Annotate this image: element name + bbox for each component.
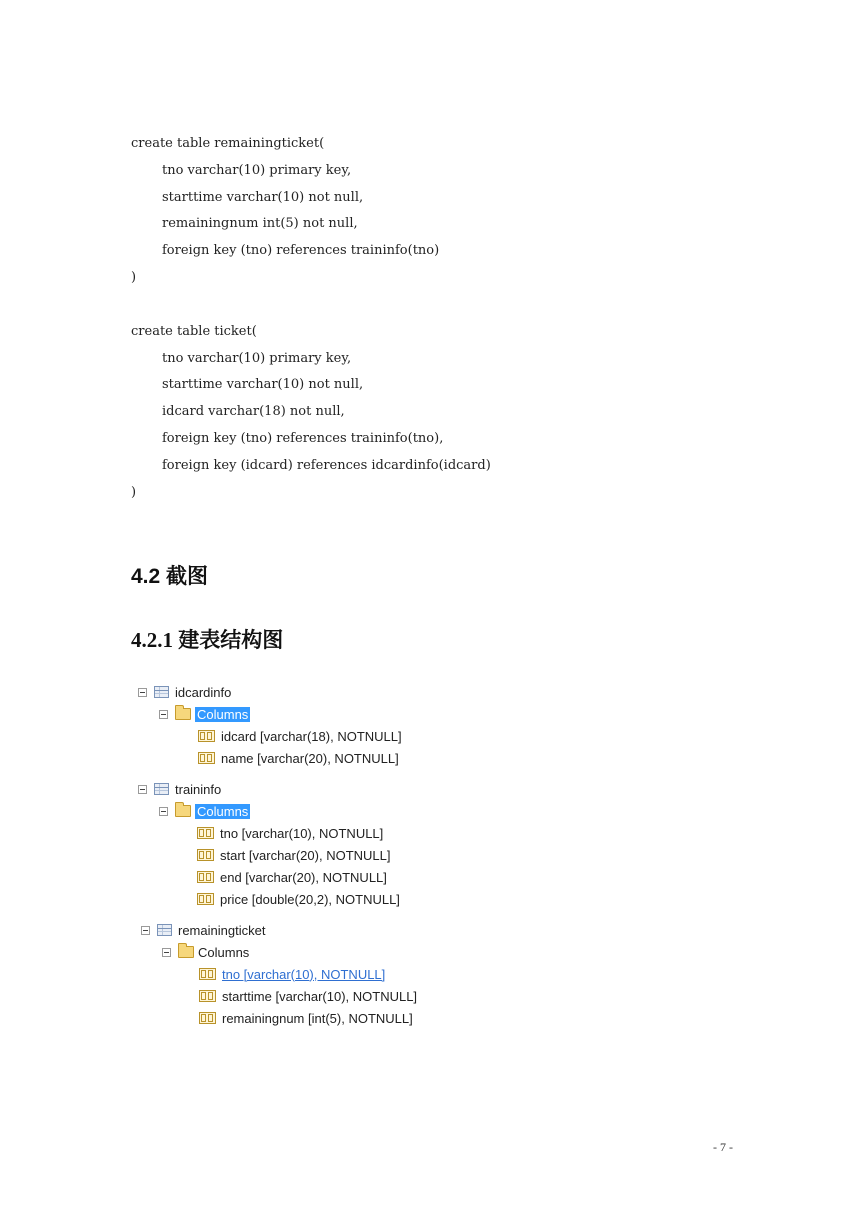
tree-node-column[interactable] — [138, 822, 400, 844]
column-icon — [197, 871, 214, 883]
sql-code-block — [131, 131, 781, 506]
column-icon — [199, 968, 216, 980]
column-icon — [197, 827, 214, 839]
page-number: - 7 - — [713, 1140, 733, 1154]
tree-node-column[interactable] — [138, 747, 402, 769]
folder-icon — [178, 946, 194, 958]
tree-node-column[interactable] — [141, 963, 417, 985]
folder-label: Columns — [197, 706, 249, 722]
tree-node-column[interactable] — [138, 866, 400, 888]
code-line: tno varchar(10) primary key, — [162, 350, 352, 366]
collapse-icon[interactable] — [162, 948, 171, 957]
subsection-heading: 4.2.1 建表结构图 — [131, 628, 284, 652]
tree-node-column[interactable] — [138, 888, 400, 910]
code-line: tno varchar(10) primary key, — [162, 162, 352, 178]
collapse-icon[interactable] — [159, 710, 168, 719]
table-icon — [157, 924, 172, 936]
code-line: foreign key (tno) references traininfo(tno), — [162, 430, 444, 446]
tree-node-columns-folder[interactable] — [141, 941, 417, 963]
code-line: foreign key (tno) references traininfo(tno) — [162, 243, 440, 259]
column-icon — [199, 990, 216, 1002]
table-icon — [154, 686, 169, 698]
code-line: create table ticket( — [131, 323, 257, 339]
column-icon — [197, 893, 214, 905]
tree-node-table[interactable] — [138, 681, 402, 703]
code-line: foreign key (idcard) references idcardinfo(idcard) — [162, 457, 491, 473]
table-name: remainingticket — [178, 922, 266, 938]
column-label: starttime [varchar(10), NOTNULL] — [222, 988, 418, 1004]
tree-node-column[interactable] — [141, 985, 417, 1007]
tree-node-columns-folder[interactable] — [138, 703, 402, 725]
column-icon — [198, 730, 215, 742]
tree-node-column[interactable] — [138, 844, 400, 866]
schema-tree-idcardinfo — [138, 681, 402, 769]
folder-icon — [175, 708, 191, 720]
code-line: ) — [131, 269, 137, 285]
column-icon — [198, 752, 215, 764]
section-heading: 4.2 截图 — [131, 565, 209, 588]
schema-tree-traininfo — [138, 778, 400, 910]
table-icon — [154, 783, 169, 795]
column-label: remainingnum [int(5), NOTNULL] — [222, 1010, 413, 1026]
tree-node-column[interactable] — [138, 725, 402, 747]
column-label: name [varchar(20), NOTNULL] — [221, 750, 399, 766]
column-icon — [199, 1012, 216, 1024]
column-icon — [197, 849, 214, 861]
code-line: create table remainingticket( — [131, 136, 325, 151]
code-line: idcard varchar(18) not null, — [162, 404, 345, 420]
folder-label: Columns — [198, 944, 250, 960]
code-line: starttime varchar(10) not null, — [162, 189, 364, 205]
folder-icon — [175, 805, 191, 817]
folder-label: Columns — [197, 803, 249, 819]
code-line: ) — [131, 484, 137, 500]
column-label[interactable]: tno [varchar(10), NOTNULL] — [222, 966, 386, 982]
column-label: tno [varchar(10), NOTNULL] — [220, 825, 384, 841]
collapse-icon[interactable] — [159, 807, 168, 816]
tree-node-columns-folder[interactable] — [138, 800, 400, 822]
collapse-icon[interactable] — [138, 688, 147, 697]
schema-tree-remainingticket — [141, 919, 417, 1029]
table-name: idcardinfo — [175, 684, 232, 700]
table-name: traininfo — [175, 781, 222, 797]
collapse-icon[interactable] — [141, 926, 150, 935]
collapse-icon[interactable] — [138, 785, 147, 794]
tree-node-column[interactable] — [141, 1007, 417, 1029]
code-line: remainingnum int(5) not null, — [162, 216, 358, 232]
tree-node-table[interactable] — [141, 919, 417, 941]
column-label: end [varchar(20), NOTNULL] — [220, 869, 387, 885]
column-label: idcard [varchar(18), NOTNULL] — [221, 728, 402, 744]
tree-node-table[interactable] — [138, 778, 400, 800]
column-label: price [double(20,2), NOTNULL] — [220, 891, 400, 907]
column-label: start [varchar(20), NOTNULL] — [220, 847, 391, 863]
code-line: starttime varchar(10) not null, — [162, 377, 364, 393]
